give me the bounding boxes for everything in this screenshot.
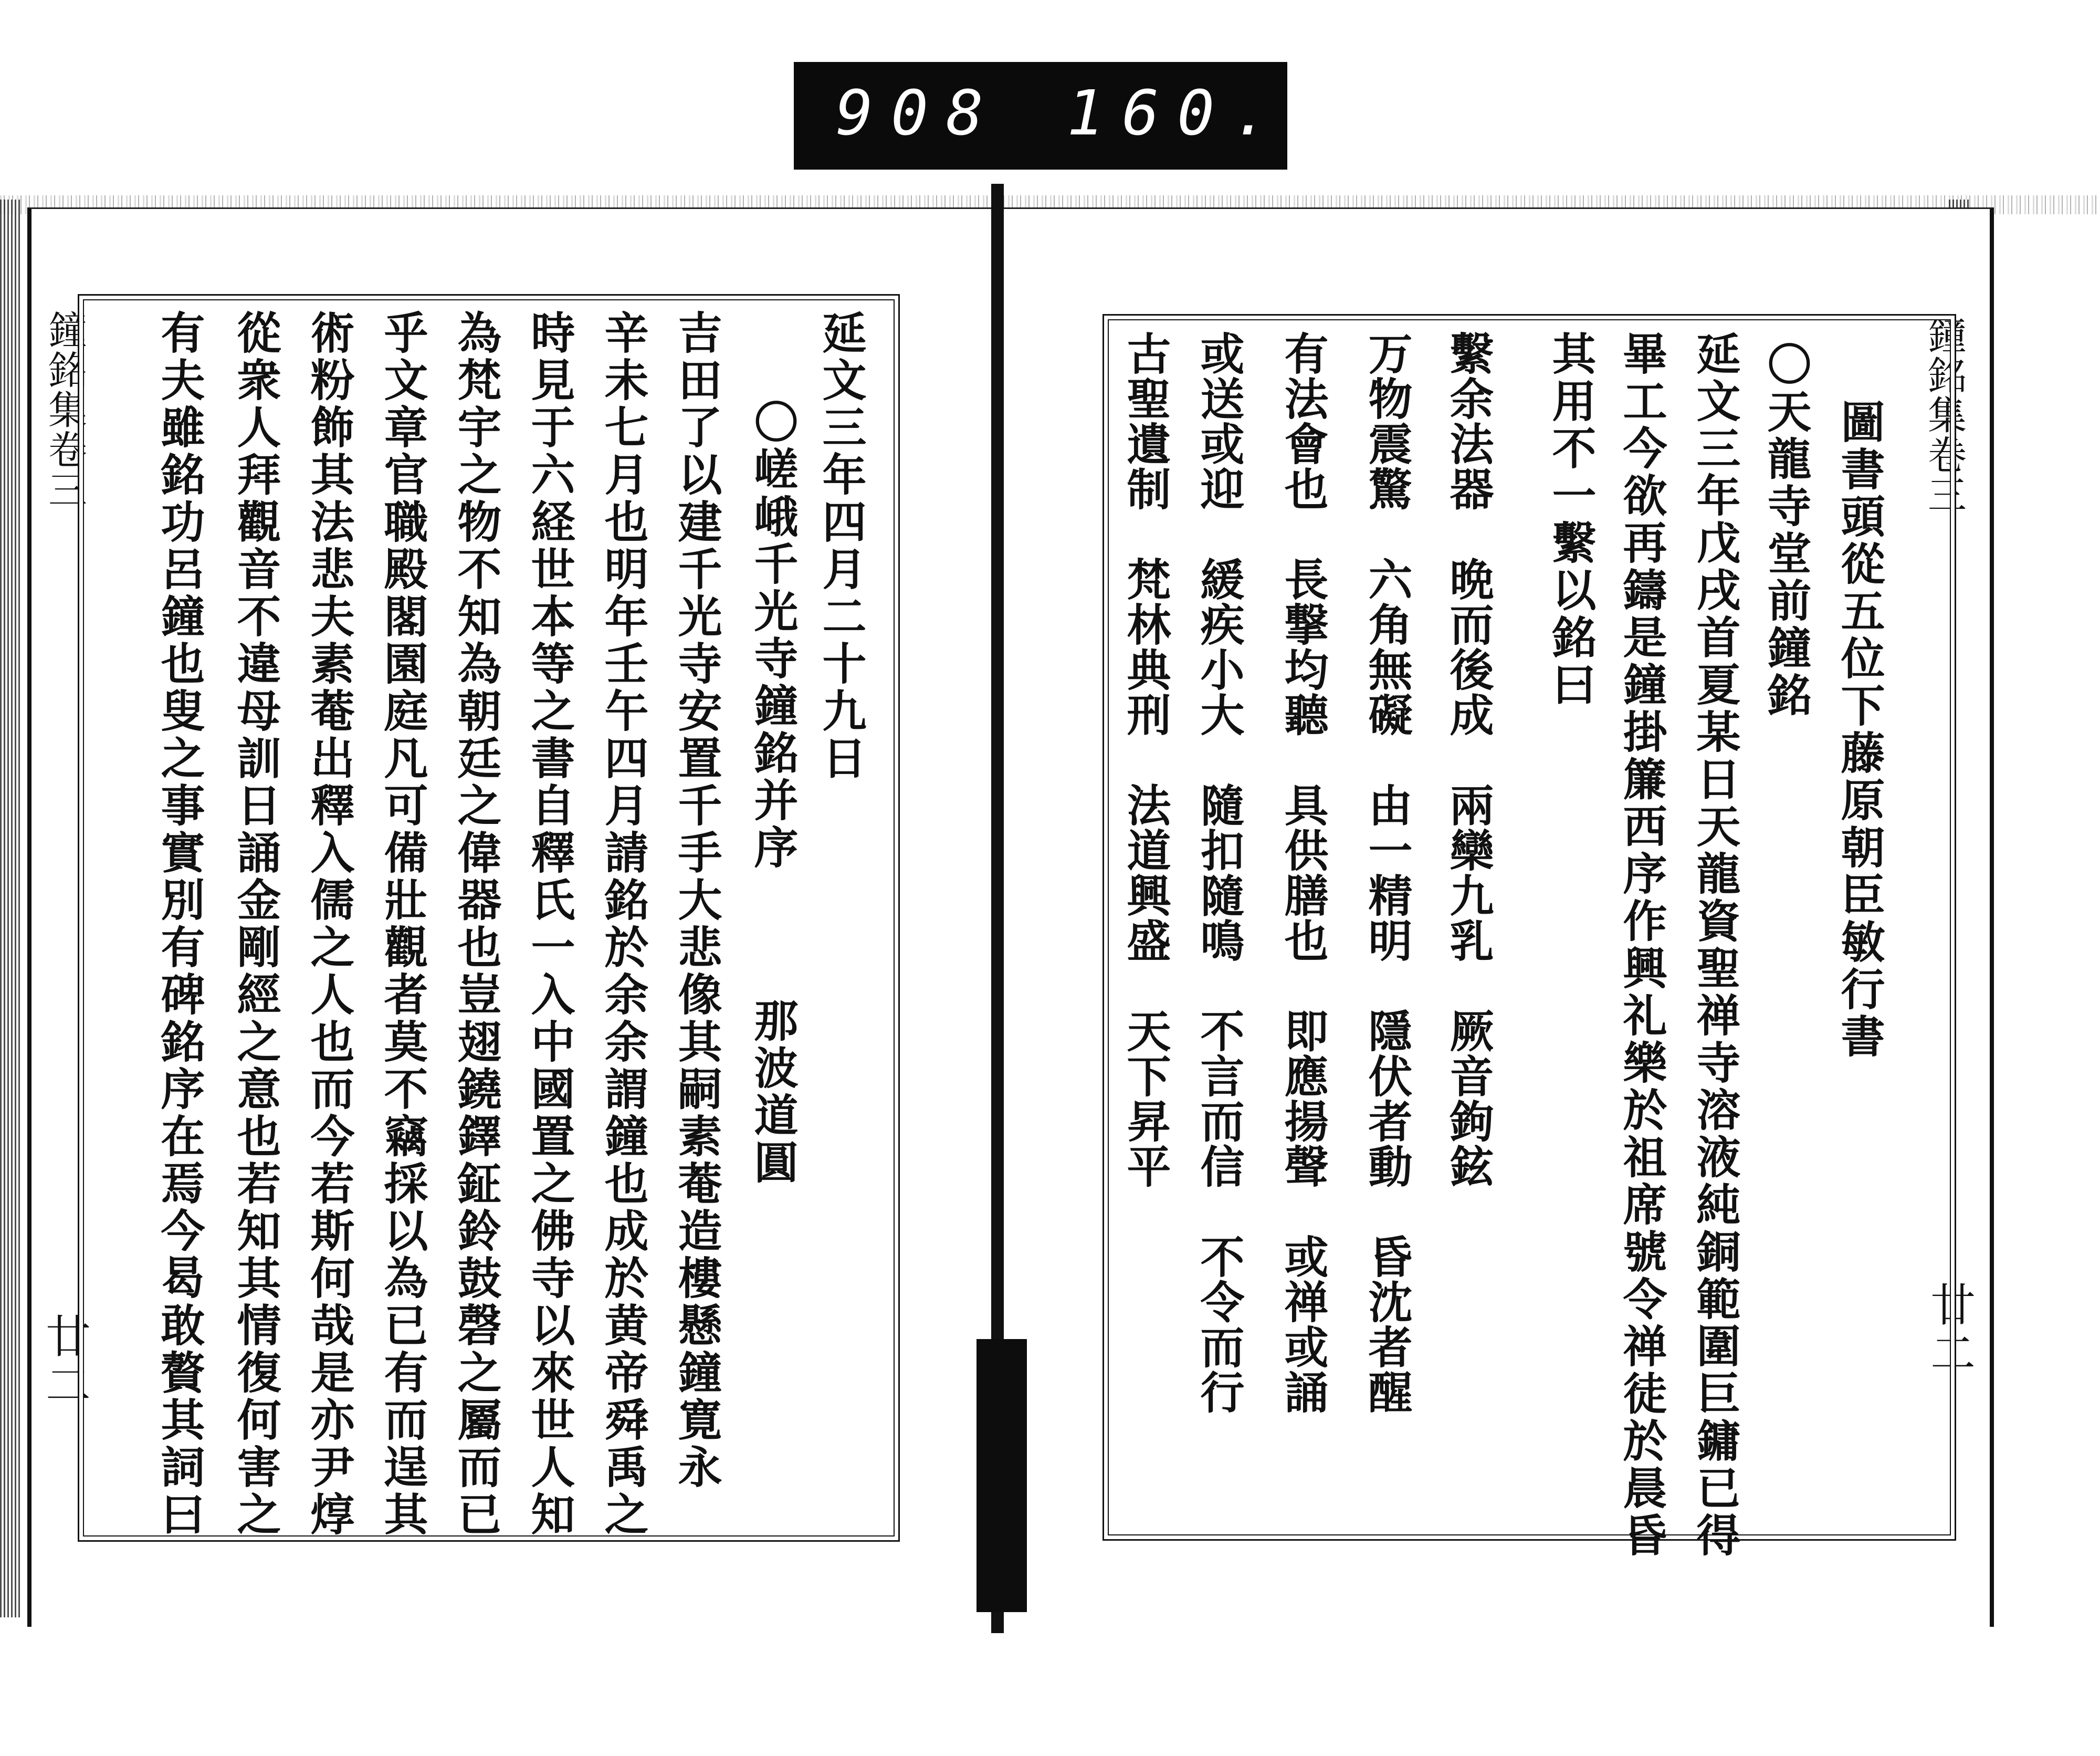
left-col-7: 從衆人拜觀音不違母訓日誦金剛經之意也若知其情復何害之 <box>230 310 282 1539</box>
left-col-5: 乎文章官職殿閣園庭凡可備壯觀者莫不竊採以為已有而逞其 <box>377 310 429 1539</box>
gutter-shadow <box>976 1339 1027 1612</box>
right-col-calligrapher: 圖書頭從五位下藤原朝臣敏行書 <box>1834 399 1886 1061</box>
left-col-6: 術粉飾其法悲夫素菴出釋入儒之人也而今若斯何哉是亦尹焞 <box>303 310 355 1539</box>
right-verse-5: 古聖遺制 梵林典刑 法道興盛 天下昇平 <box>1120 331 1172 1189</box>
frame-number: 160. <box>1067 77 1288 149</box>
right-folio: 廿二 <box>1923 1281 1975 1378</box>
film-frame-label <box>794 62 1287 170</box>
right-verse-3: 有法會也 長撃均聽 具供膳也 即應揚聲 或禅或誦 <box>1277 331 1329 1415</box>
left-col-4: 為梵宇之物不知為朝廷之偉器也豈翅鐃鐸鉦鈴鼓磬之屬而已 <box>450 310 502 1539</box>
left-col-title: 〇嵯峨千光寺鐘銘并序 <box>747 399 799 872</box>
left-fore-edge <box>0 200 20 1617</box>
right-col-3: 其用不一繫以銘曰 <box>1545 331 1597 709</box>
left-folio: 廿二 <box>38 1313 90 1409</box>
right-col-title: 〇天龍寺堂前鐘銘 <box>1760 341 1812 719</box>
right-verse-2: 万物震驚 六角無礙 由一精明 隱伏者動 昏沈者醒 <box>1361 331 1413 1415</box>
left-col-2: 辛未七月也明年壬午四月請銘於余余謂鐘也成於黄帝舜禹之 <box>597 310 649 1539</box>
right-verse-1: 繫余法器 晩而後成 兩欒九乳 厥音鉤鉉 <box>1443 331 1495 1189</box>
left-col-3: 時見于六経世本等之書自釋氏一入中國置之佛寺以來世人知 <box>524 310 576 1539</box>
right-col-1: 延文三年戊戌首夏某日天龍資聖禅寺溶液純銅範圍巨鏞已得 <box>1689 331 1741 1560</box>
left-col-1: 吉田了以建千光寺安置千手大悲像其嗣素菴造樓懸鐘寛永 <box>671 310 723 1491</box>
right-col-2: 畢工今欲再鑄是鐘掛簾西序作興礼樂於祖席號令禅徒於晨昏 <box>1616 331 1668 1560</box>
reel-number: 908 <box>836 77 1002 149</box>
left-col-8: 有夫雖銘功呂鐘也叟之事實別有碑銘序在焉今曷敢贅其詞曰 <box>154 310 206 1539</box>
left-running-head: 鐘銘集卷三 <box>42 310 87 509</box>
right-running-head: 鐘銘集卷三 <box>1922 315 1967 515</box>
left-col-date: 延文三年四月二十九日 <box>815 310 867 782</box>
right-verse-4: 或送或迎 緩疾小大 隨扣隨鳴 不言而信 不令而行 <box>1193 331 1245 1415</box>
left-col-author: 那波道圓 <box>747 998 799 1187</box>
